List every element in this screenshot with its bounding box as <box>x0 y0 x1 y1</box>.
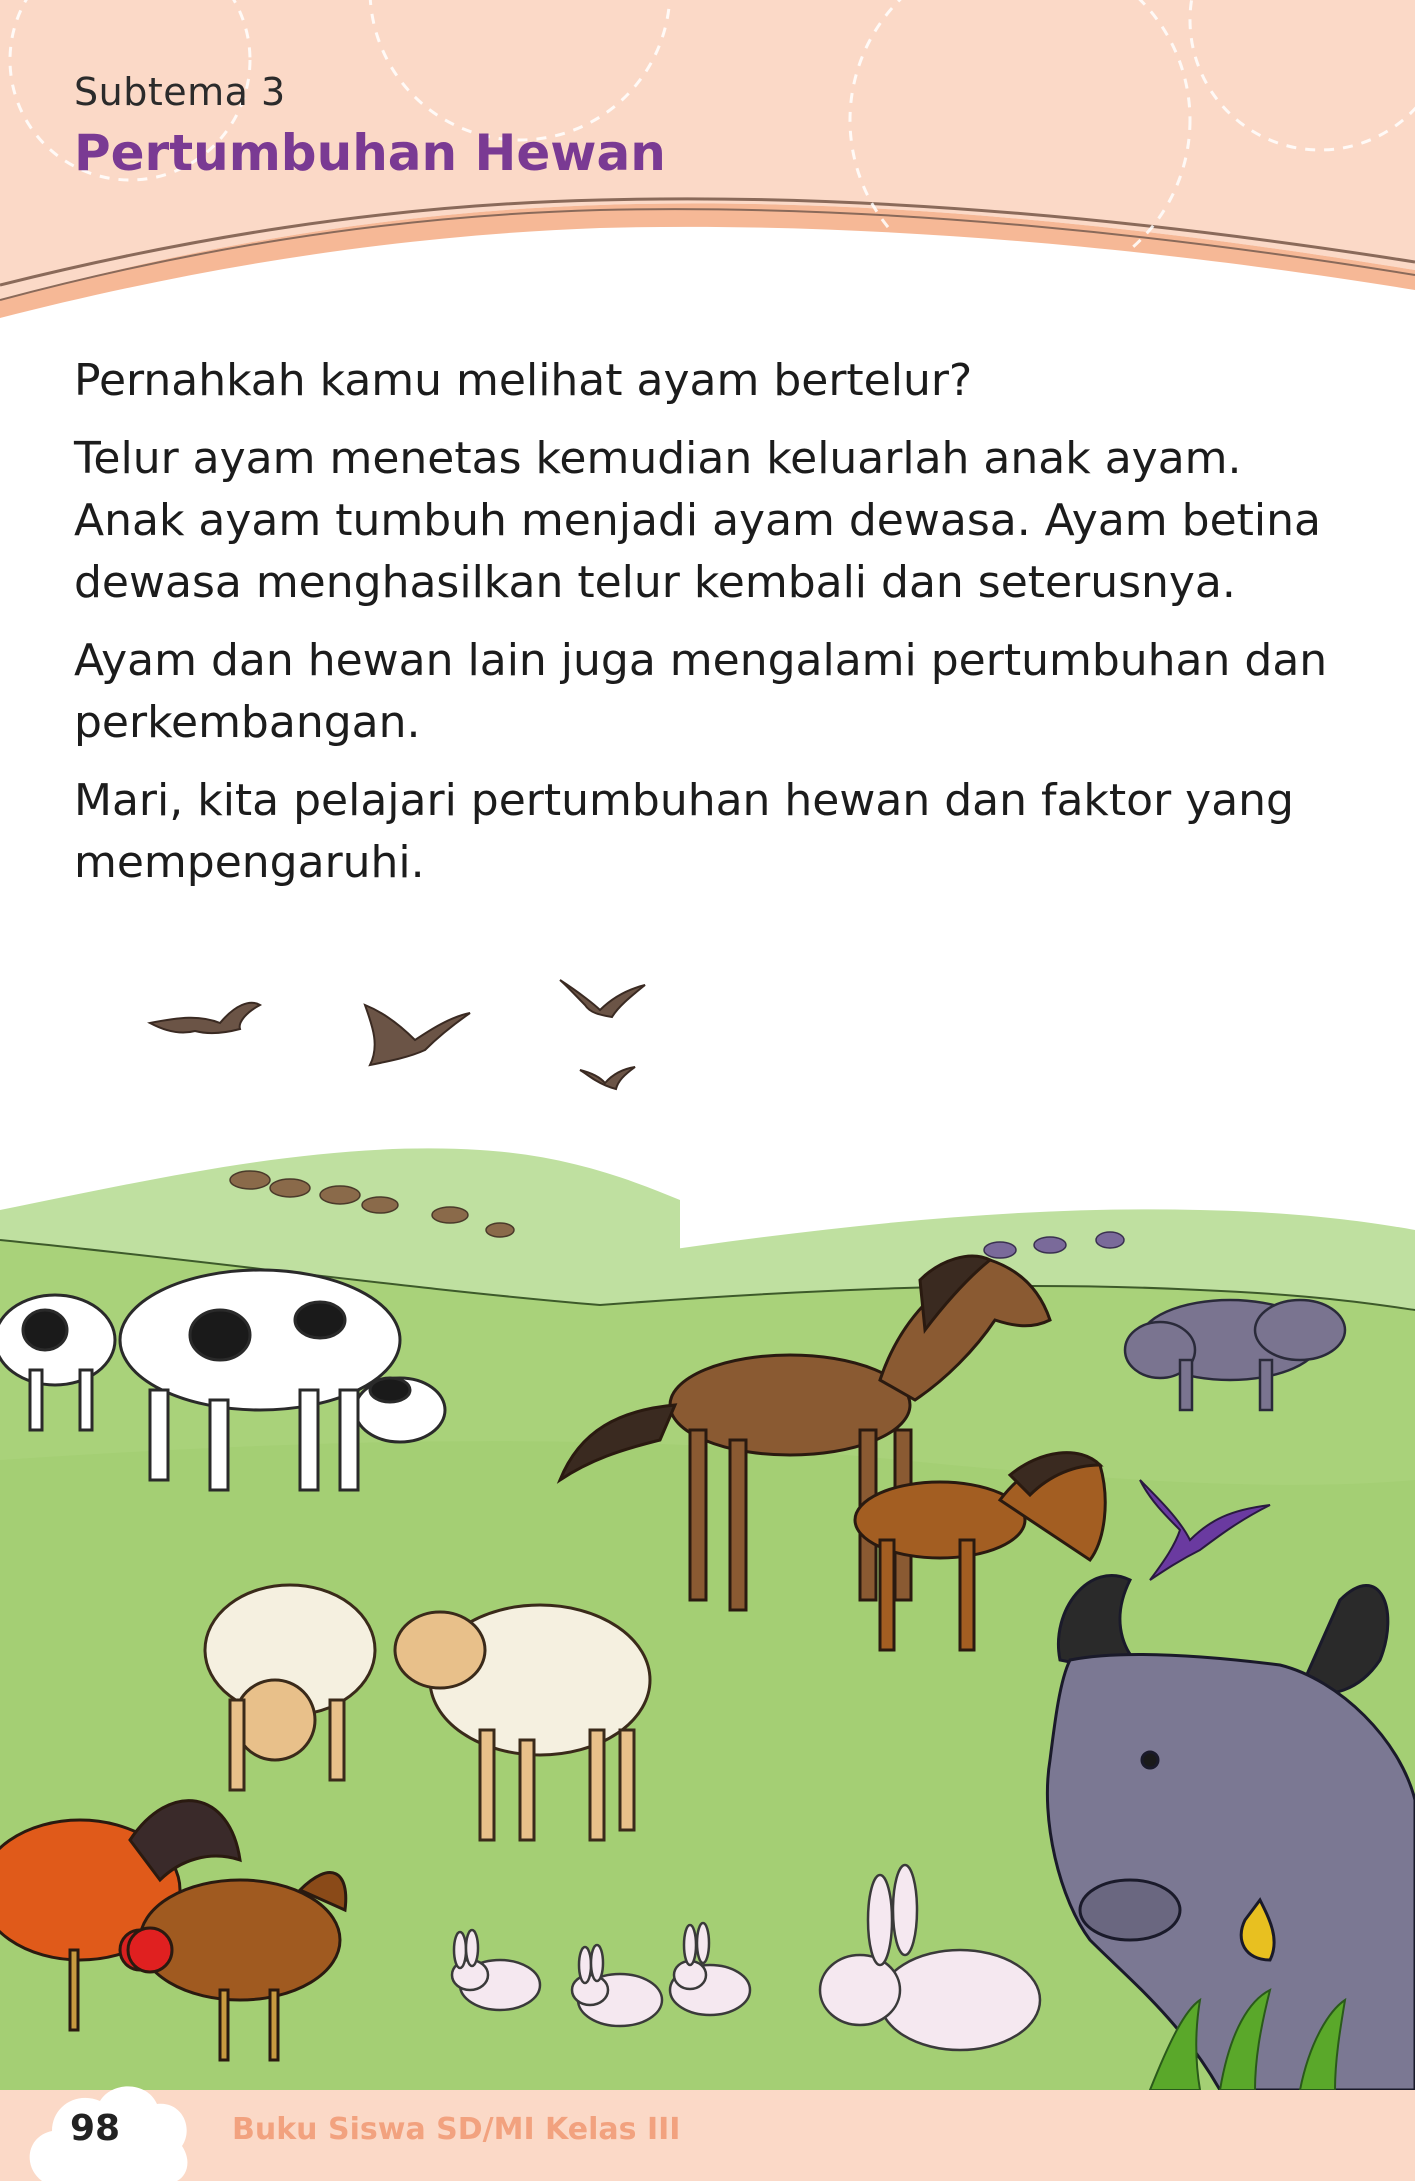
paragraph: Telur ayam menetas kemudian keluarlah anak ayam. Anak ayam tumbuh menjadi ayam dewasa. Ayam betina dewasa menghasilkan telur kembali dan seterusnya. <box>74 433 1321 608</box>
chapter-header <box>0 0 1415 330</box>
paragraph: Mari, kita pelajari pertumbuhan hewan dan faktor yang mempengaruhi. <box>74 775 1294 888</box>
page-footer <box>0 2090 1415 2181</box>
page-number: 98 <box>70 2108 121 2149</box>
farm-illustration <box>0 960 1415 2090</box>
paragraph: Pernahkah kamu melihat ayam bertelur? <box>74 355 973 406</box>
subtheme-label: Subtema 3 <box>74 70 286 114</box>
intro-text <box>74 350 1364 910</box>
page-title: Pertumbuhan Hewan <box>74 124 666 182</box>
book-title: Buku Siswa SD/MI Kelas III <box>232 2112 681 2147</box>
paragraph: Ayam dan hewan lain juga mengalami pertumbuhan dan perkembangan. <box>74 635 1328 748</box>
